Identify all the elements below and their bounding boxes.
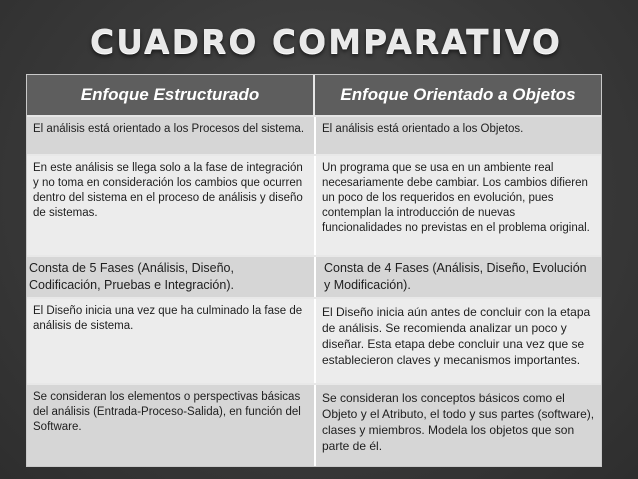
- cell-object-oriented: El análisis está orientado a los Objetos.: [314, 117, 601, 154]
- table-row: [27, 156, 601, 257]
- cell-object-oriented: Consta de 4 Fases (Análisis, Diseño, Evolución y Modificación).: [314, 257, 601, 297]
- header-object-oriented: Enfoque Orientado a Objetos: [313, 75, 601, 115]
- table-row: [27, 385, 601, 466]
- cell-object-oriented: Se consideran los conceptos básicos como el Objeto y el Atributo, el todo y sus partes (software), clases y miembros. Modela los objetos que son parte de él.: [314, 385, 601, 466]
- cell-structured: En este análisis se llega solo a la fase de integración y no toma en consideración los cambios que ocurren dentro del sistema en el proceso de análisis y diseño de sistemas.: [33, 162, 303, 219]
- cell-object-oriented: Un programa que se usa en un ambiente real necesariamente debe cambiar. Los cambios difieren un poco de los requeridos en evolución, pues contemplan la introducción de nuevas funcionalidades no previstas en el problema original.: [314, 156, 601, 255]
- cell-object-oriented: El Diseño inicia aún antes de concluir con la etapa de análisis. Se recomienda analizar un poco y diseñar. Esta etapa debe concluir una vez que se establecieron claves y mecanismos importantes.: [314, 299, 601, 383]
- comparison-table: [26, 74, 602, 467]
- cell-structured: Consta de 5 Fases (Análisis, Diseño, Codificación, Pruebas e Integración).: [29, 261, 234, 292]
- table-header-row: [27, 75, 601, 117]
- cell-structured: Se consideran los elementos o perspectivas básicas del análisis (Entrada-Proceso-Salida), en función del Software.: [33, 391, 301, 433]
- slide-title: CUADRO COMPARATIVO: [90, 22, 562, 61]
- table-row: [27, 257, 601, 299]
- slide-title-container: [0, 22, 638, 61]
- cell-structured: El análisis está orientado a los Procesos del sistema.: [33, 123, 305, 135]
- cell-structured: El Diseño inicia una vez que ha culminado la fase de análisis de sistema.: [33, 305, 303, 332]
- table-row: [27, 299, 601, 385]
- header-structured: Enfoque Estructurado: [80, 85, 260, 104]
- table-row: [27, 117, 601, 156]
